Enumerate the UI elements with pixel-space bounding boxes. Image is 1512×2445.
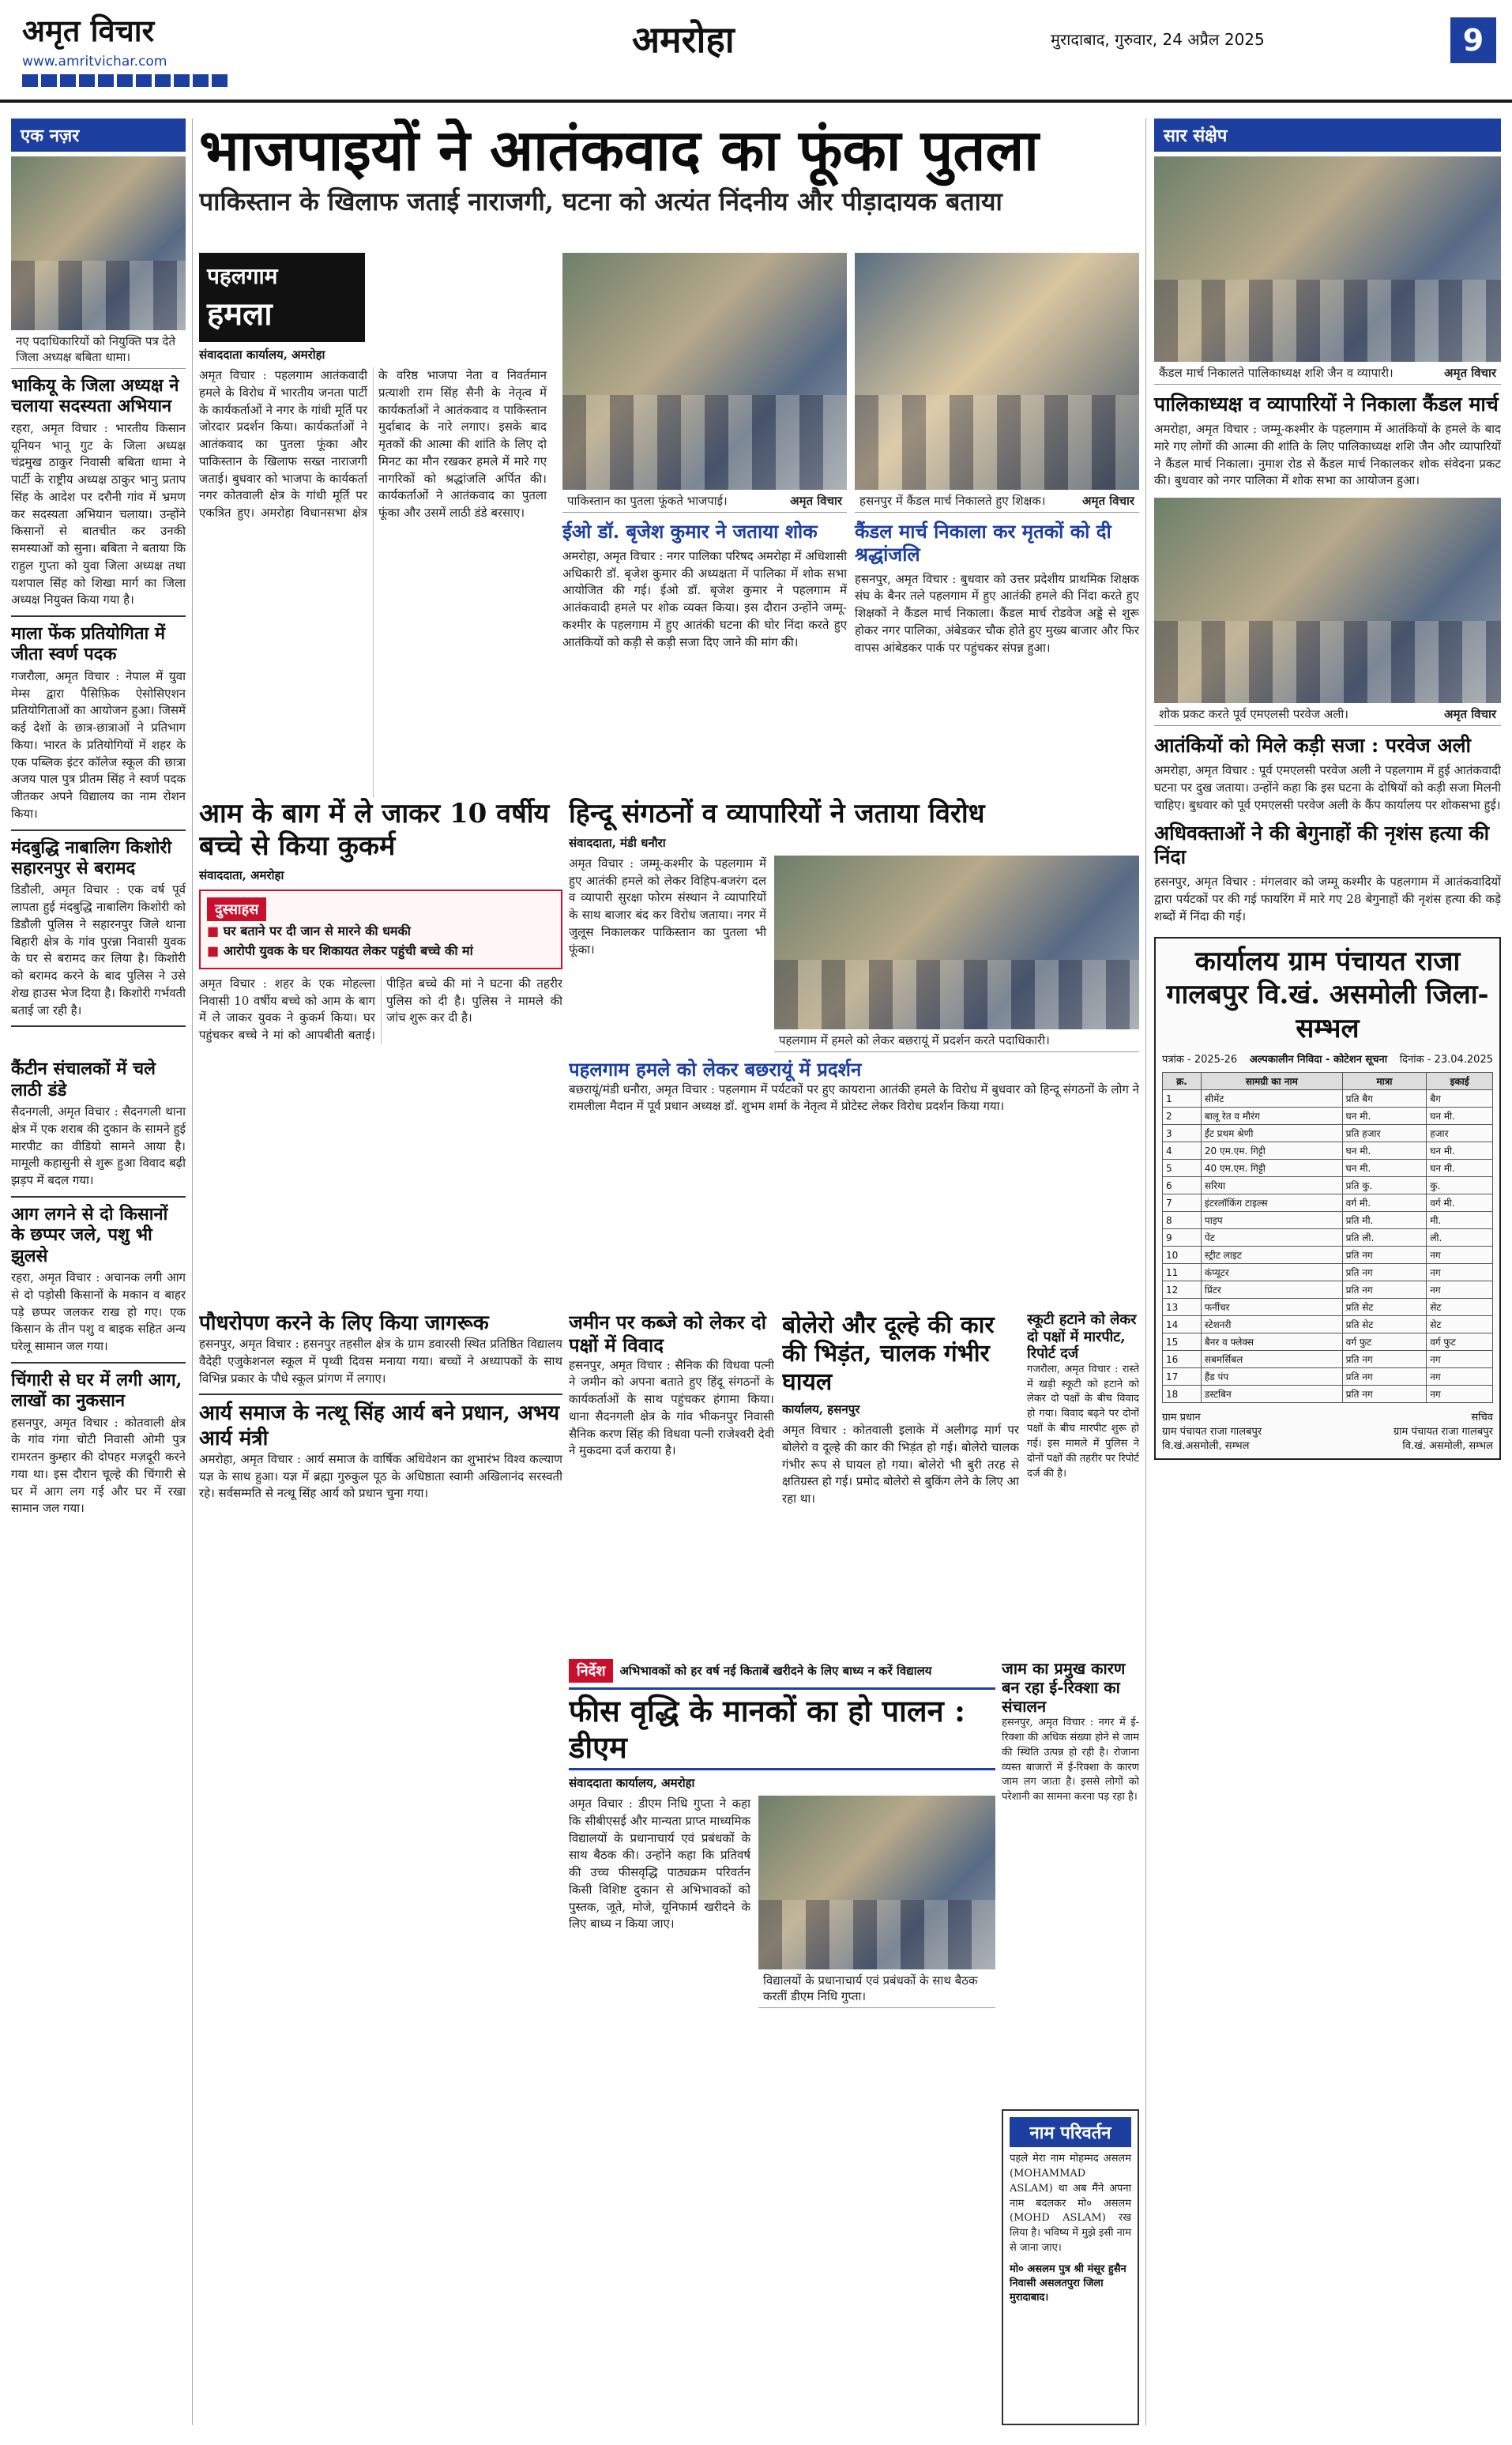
eo-text: अमरोहा, अमृत विचार : नगर पालिका परिषद अमरोहा में अधिशासी अधिकारी डॉ. बृजेश कुमार की अध्यक्षता में पालिका में शोक सभा आयोजित की गई। ईओ डॉ. बृजेश कुमार ने पहलगाम में आतंकवादी हमले पर शोक व्यक्त किया। इस दौरान उन्होंने जम्मू-कश्मीर के पहलगाम में हुए आतंकी घटना की घोर निंदा करते हुए आतंकियों को कड़ी से कड़ी सजा दिए जाने की मांग की। xyxy=(562,548,847,649)
tag-bottom: हमला xyxy=(207,295,273,333)
story-sangathan-head[interactable]: हिन्दू संगठनों व व्यापारियों ने जताया विरोध xyxy=(569,798,985,829)
table-cell: इंटरलॉकिंग टाइल्स xyxy=(1201,1194,1342,1212)
left-story-6-text: हसनपुर, अमृत विचार : कोतवाली क्षेत्र के गांव गंगा चोटी निवासी ओमी पुत्र रामरतन कुम्हार की दोपहर मज़दूरी करने गया था। इस दौरान चूल्हे की चिंगारी से घर में आग लग गई और घर में रखा सामान जल गया। xyxy=(11,1415,186,1516)
brand-strip xyxy=(22,74,228,87)
candle-story xyxy=(855,521,1139,656)
sign-left: ग्राम प्रधान ग्राम पंचायत राजा गालबपुर वि.खं.असमोली, सम्भल xyxy=(1162,1412,1262,1452)
table-cell: कंप्यूटर xyxy=(1201,1264,1342,1281)
table-cell: स्टेशनरी xyxy=(1201,1316,1342,1333)
table-cell: प्रति बैग xyxy=(1342,1090,1427,1108)
table-cell: 18 xyxy=(1163,1386,1202,1403)
table-cell: घन मी. xyxy=(1427,1160,1493,1177)
story-kukarm-points xyxy=(207,921,555,961)
left-story-3-head[interactable]: मंदबुद्धि नाबालिग किशोरी सहारनपुर से बरामद xyxy=(11,837,172,878)
right-column xyxy=(1145,118,1501,2425)
candle-text: हसनपुर, अमृत विचार : बुधवार को उत्तर प्रदेशीय प्राथमिक शिक्षक संघ के बैनर तले पहलगाम में हुए आतंकी हमले की निंदा करते हुए शिक्षकों ने कैंडल मार्च निकाला। कैंडल मार्च रोडवेज अड्डे से शुरू होकर नगर पालिका, अंबेडकर चौक होते हुए मुख्य बाजार और फिर वापस आंबेडकर पार्क पर पहुंचकर संपन्न हुआ। xyxy=(855,571,1139,655)
table-row xyxy=(1163,1125,1493,1142)
table-cell: 17 xyxy=(1163,1368,1202,1386)
right-story-1-head[interactable]: पालिकाध्यक्ष व व्यापारियों ने निकाला कैंडल मार्च xyxy=(1154,393,1499,416)
tender-meta xyxy=(1162,1051,1493,1066)
story-paudharopan-head[interactable]: पौधरोपण करने के लिए किया जागरूक xyxy=(199,1311,489,1335)
table-cell: हैंड पंप xyxy=(1201,1368,1342,1386)
table-row xyxy=(1163,1351,1493,1368)
name-change-text: पहले मेरा नाम मोहम्मद असलम (MOHAMMAD ASLAM) था अब मैंने अपना नाम बदलकर मो० असलम (MOHD ASLAM) रख लिया है। भविष्य में मुझे इसी नाम से जाना जाए। xyxy=(1010,2153,1131,2255)
issue-date: मुरादाबाद, गुरुवार, 24 अप्रैल 2025 xyxy=(1051,30,1265,49)
divider xyxy=(199,1394,562,1395)
story-bachhrayun-text: बछरायूं/मंडी धनौरा, अमृत विचार : पहलगाम में पर्यटकों पर हुए कायराना आतंकी हमले के विरोध में बुधवार को हिन्दू संगठनों के लोग ने रामलीला मैदान में पूर्व प्रधान अध्यक्ष डॉ. शुभम शर्मा के नेतृत्व में प्रोटेस्ट लेकर विरोध प्रदर्शन किया गया। xyxy=(569,1081,1139,1114)
table-cell: प्रति हजार xyxy=(1342,1125,1427,1142)
table-cell: 7 xyxy=(1163,1194,1202,1212)
dm-body-row xyxy=(569,1796,995,2008)
caption-text: पाकिस्तान का पुतला फूंकते भाजपाई। xyxy=(567,494,728,508)
table-cell: वर्ग फुट xyxy=(1342,1333,1427,1351)
story-bachhrayun-head[interactable]: पहलगाम हमले को लेकर बछरायूं में प्रदर्शन xyxy=(569,1057,862,1081)
table-cell: घन मी. xyxy=(1342,1160,1427,1177)
right-photo-1 xyxy=(1154,156,1501,362)
table-cell: प्रति नग xyxy=(1342,1264,1427,1281)
story-kukarm-head[interactable]: आम के बाग में ले जाकर 10 वर्षीय बच्चे से किया कुकर्म xyxy=(199,798,550,862)
divider xyxy=(11,1196,186,1198)
tender-signatures xyxy=(1162,1409,1493,1452)
tender-subtitle: अल्पकालीन निविदा - कोटेशन सूचना xyxy=(1249,1054,1388,1066)
table-row xyxy=(1163,1281,1493,1299)
right-story-2-text: अमरोहा, अमृत विचार : पूर्व एमएलसी परवेज अली ने पहलगाम में हुई आतंकवादी घटना पर दुख जताया। उन्होंने कहा कि इस घटना के दोषियों को कड़ी सजा मिलनी चाहिए। बुधवार को पूर्व एमएलसी परवेज अली के कैंप कार्यालय पर शोकसभा हुई। xyxy=(1154,763,1501,812)
story-aryasamaj-text: अमरोहा, अमृत विचार : आर्य समाज के वार्षिक अधिवेशन का शुभारंभ विश्व कल्याण यज्ञ के साथ हुआ। यज्ञ में ब्रह्मा गुरुकुल पूठ के अधिष्ठाता स्वामी अखिलानंद सरस्वती रहे। सर्वसम्मति से नत्थू सिंह आर्य को प्रधान चुना गया। xyxy=(199,1451,562,1501)
caption-text: विद्यालयों के प्रधानाचार्य एवं प्रबंधकों के साथ बैठक करतीं डीएम निधि गुप्ता। xyxy=(763,1973,978,2004)
tender-table-body xyxy=(1163,1090,1493,1403)
table-row xyxy=(1163,1160,1493,1177)
table-cell: प्रति नग xyxy=(1342,1351,1427,1368)
tender-title: कार्यालय ग्राम पंचायत राजा गालबपुर वि.खं. असमोली जिला-सम्भल xyxy=(1166,945,1489,1044)
story-kukarm-label: दुस्साहस xyxy=(207,897,266,921)
table-cell: नग xyxy=(1427,1264,1493,1281)
lead-photo-2 xyxy=(855,253,1139,490)
table-cell: वर्ग मी. xyxy=(1342,1194,1427,1212)
lead-photo-2-wrap xyxy=(855,253,1139,513)
left-story-6-head[interactable]: चिंगारी से घर में लगी आग, लाखों का नुकसान xyxy=(11,1369,182,1412)
caption-text: कैंडल मार्च निकालते पालिकाध्यक्ष शशि जैन व व्यापारी। xyxy=(1159,366,1394,380)
table-header-cell: इकाई xyxy=(1427,1073,1493,1090)
table-cell: नग xyxy=(1427,1368,1493,1386)
tender-date: दिनांक - 23.04.2025 xyxy=(1399,1054,1493,1066)
story-dm-fees xyxy=(569,1659,995,2425)
lead-text-block xyxy=(199,253,547,798)
table-cell: ईंट प्रथम श्रेणी xyxy=(1201,1125,1342,1142)
table-cell: प्रति नग xyxy=(1342,1281,1427,1299)
table-cell: घन मी. xyxy=(1427,1108,1493,1125)
table-row xyxy=(1163,1316,1493,1333)
sign-right: सचिव ग्राम पंचायत राजा गालबपुर वि.खं. असमोली, सम्भल xyxy=(1393,1412,1493,1452)
table-cell: 2 xyxy=(1163,1108,1202,1125)
lead-body: अमृत विचार : पहलगाम आतंकवादी हमले के विरोध में भारतीय जनता पार्टी के कार्यकर्ताओं ने नगर के गांधी मूर्ति पर जोरदार प्रदर्शन किया। कार्यकर्ताओं ने आतंकवाद का पुतला फूंका और पाकिस्तान के खिलाफ सख्त नाराजगी जताई। बुधवार को भाजपा के कार्यकर्ता नगर कोतवाली क्षेत्र के गांधी मूर्ति पर एकत्रित हुए। अमरोहा विधानसभा क्षेत्र के वरिष्ठ भाजपा नेता व निवर्तमान प्रत्याशी राम सिंह सैनी के नेतृत्व में कार्यकर्ताओं ने आतंकवाद व पाकिस्तान मुर्दाबाद के नारे लगाए। इसके बाद मृतकों की आत्मा की शांति के लिए दो मिनट का मौन रखकर हमले में मारे गए नागरिकों को श्रद्धांजलि अर्पित की। कार्यकर्ताओं ने आतंकवाद का पुतला फूंका और उसमें लाठी डंडे बरसाए। xyxy=(199,368,547,520)
table-cell: 11 xyxy=(1163,1264,1202,1281)
lead-headline[interactable]: भाजपाइयों ने आतंकवाद का फूंका पुतला xyxy=(199,118,1039,183)
tender-table-header xyxy=(1163,1073,1493,1090)
mid-left-stack xyxy=(199,1311,562,2425)
left-story-2-head[interactable]: माला फेंक प्रतियोगिता में जीता स्वर्ण पदक xyxy=(11,623,165,665)
story-jameen-head[interactable]: जमीन पर कब्जे को लेकर दो पक्षों में विवाद xyxy=(569,1311,766,1356)
table-cell: प्रति नग xyxy=(1342,1247,1427,1264)
left-story-5-head[interactable]: आग लगने से दो किसानों के छप्पर जले, पशु भी झुलसे xyxy=(11,1203,168,1266)
candle-headline[interactable]: कैंडल मार्च निकाला कर मृतकों को दी श्रद्धांजलि xyxy=(855,520,1111,566)
story-kukarm xyxy=(199,798,562,1303)
dm-kicker: अभिभावकों को हर वर्ष नई किताबें खरीदने के लिए बाध्य न करें विद्यालय xyxy=(619,1664,932,1678)
story-bolero-text: अमृत विचार : कोतवाली इलाके में अलीगढ़ मार्ग पर बोलेरो व दूल्हे की कार की भिड़ंत हो गई। बोलेरो चालक गंभीर रूप से घायल हो गया। बोलेरो भी बुरी तरह से क्षतिग्रस्त हो गई। प्रमोद बोलेरो से बुकिंग लेने के लिए आ रहा था। xyxy=(782,1423,1019,1506)
caption-text: नए पदाधिकारियों को नियुक्ति पत्र देते जिला अध्यक्ष बबिता धामा। xyxy=(16,334,176,364)
table-cell: पेंट xyxy=(1201,1229,1342,1247)
sangathan-row xyxy=(569,856,1139,1052)
table-cell: नग xyxy=(1427,1247,1493,1264)
story-scooty-head[interactable]: स्कूटी हटाने को लेकर दो पक्षों में मारपीट, रिपोर्ट दर्ज xyxy=(1027,1311,1137,1363)
left-story-2-text: गजरौला, अमृत विचार : नेपाल में युवा मेम्स द्वारा पैसिफ़िक ऐसोसिएशन प्रतियोगिताओं का आयोजन हुआ। जिसमें कई देशों के छात्र-छात्राओं ने प्रतिभाग किया। भारत के प्रतियोगियों में शहर के एक पब्लिक इंटर कॉलेज स्कूल की छात्रा अजय पाल पुत्र प्रीतम सिंह ने स्वर्ण पदक जीतकर अपने विद्यालय का नाम रोशन किया। xyxy=(11,668,186,821)
left-story-1-text: रहरा, अमृत विचार : भारतीय किसान यूनियन भानू गुट के जिला अध्यक्ष चंद्रमुख ठाकुर निवासी बबिता धामा ने पार्टी के राष्ट्रीय अध्यक्ष ठाकुर भानु प्रताप सिंह के आदेश पर दरौनी गांव में भ्रमण कर सदस्यता अभियान चलाया। उन्होंने किसानों से बातचीत कर उनकी समस्याओं को सुना। बबिता ने बताया कि राहुल गुप्ता को युवा जिला अध्यक्ष तथा यशपाल सिंह को शिखा मार्ग का जिला अध्यक्ष नियुक्त किया गया है। xyxy=(11,420,186,607)
table-header-cell: सामग्री का नाम xyxy=(1201,1073,1342,1090)
table-cell: 15 xyxy=(1163,1333,1202,1351)
story-bolero xyxy=(782,1311,1019,1651)
divider xyxy=(11,1362,186,1364)
table-row xyxy=(1163,1108,1493,1125)
photo-credit: अमृत विचार xyxy=(1444,366,1496,380)
table-cell: स्ट्रीट लाइट xyxy=(1201,1247,1342,1264)
table-cell: वर्ग मी. xyxy=(1427,1194,1493,1212)
table-cell: सेट xyxy=(1427,1299,1493,1316)
table-row xyxy=(1163,1299,1493,1316)
table-cell: प्रति कु. xyxy=(1342,1177,1427,1194)
table-cell: प्रति नग xyxy=(1342,1368,1427,1386)
table-cell: नग xyxy=(1427,1386,1493,1403)
right-story-2-head[interactable]: आतंकियों को मिले कड़ी सजा : परवेज अली xyxy=(1154,734,1472,757)
table-cell: 12 xyxy=(1163,1281,1202,1299)
story-jameen-text: हसनपुर, अमृत विचार : सैनिक की विधवा पत्नी ने जमीन को अपना बताते हुए हिंदू संगठनों के कार्यकर्ताओं के साथ पहुंचकर हंगामा किया। थाना सैदनगली क्षेत्र के गांव भीकनपुर निवासी सैनिक करण सिंह की विधवा पत्नी राजेश्वरी देवी ने मुकदमा दर्ज कराया है। xyxy=(569,1357,774,1458)
table-row xyxy=(1163,1177,1493,1194)
right-section-label: सार संक्षेप xyxy=(1154,118,1501,152)
left-story-4-text: सैदनगली, अमृत विचार : सैदनगली थाना क्षेत्र में एक शराब की दुकान के सामने हुई मारपीट का वीडियो सामने आया है। मामूली कहासुनी से शुरू हुआ विवाद बढ़ी झड़प में बदल गया। xyxy=(11,1104,186,1188)
table-cell: 40 एम.एम. गिट्टी xyxy=(1201,1160,1342,1177)
lead-photo-1-caption xyxy=(562,490,847,513)
table-cell: घन मी. xyxy=(1427,1142,1493,1160)
table-cell: सेट xyxy=(1427,1316,1493,1333)
table-cell: कु. xyxy=(1427,1177,1493,1194)
brand-block xyxy=(22,9,259,87)
tender-table xyxy=(1162,1072,1493,1403)
photo-credit: अमृत विचार xyxy=(1082,494,1134,508)
table-cell: 5 xyxy=(1163,1160,1202,1177)
table-cell: पाइप xyxy=(1201,1212,1342,1229)
table-row xyxy=(1163,1264,1493,1281)
point-2: ■ आरोपी युवक के घर शिकायत लेकर पहुंची बच्चे की मां xyxy=(207,941,555,961)
table-cell: सबमर्सिबल xyxy=(1201,1351,1342,1368)
table-cell: प्रति मी. xyxy=(1342,1212,1427,1229)
table-cell: 3 xyxy=(1163,1125,1202,1142)
left-story-1-head[interactable]: भाकियू के जिला अध्यक्ष ने चलाया सदस्यता अभियान xyxy=(11,375,179,417)
divider xyxy=(11,829,186,831)
masthead xyxy=(0,0,1512,103)
table-row xyxy=(1163,1090,1493,1108)
right-photo-1-caption xyxy=(1154,362,1501,385)
table-cell: 13 xyxy=(1163,1299,1202,1316)
photo-credit: अमृत विचार xyxy=(790,494,842,508)
dm-headline[interactable]: फीस वृद्धि के मानकों का हो पालन : डीएम xyxy=(569,1687,995,1770)
story-kukarm-box xyxy=(199,890,562,969)
right-photo-2-caption xyxy=(1154,703,1501,726)
table-cell: प्रिंटर xyxy=(1201,1281,1342,1299)
right-story-3-head[interactable]: अधिवक्ताओं ने की बेगुनाहों की नृशंस हत्या की निंदा xyxy=(1154,822,1490,869)
story-paudharopan-text: हसनपुर, अमृत विचार : हसनपुर तहसील क्षेत्र के ग्राम डवारसी स्थित प्रतिष्ठित विद्यालय वैदेही एजुकेशनल स्कूल में पृथ्वी दिवस मनाया गया। बच्चों ने अध्यापकों के साथ विभिन्न प्रकार के पौधे स्कूल प्रांगण में लगाए। xyxy=(199,1337,562,1386)
page-number: 9 xyxy=(1450,17,1496,63)
table-row xyxy=(1163,1194,1493,1212)
story-bolero-desk: कार्यालय, हसनपुर xyxy=(782,1402,860,1416)
sangathan-photo-wrap xyxy=(774,856,1139,1052)
table-cell: डस्टबिन xyxy=(1201,1386,1342,1403)
right-story-1-text: अमरोहा, अमृत विचार : जम्मू-कश्मीर के पहलगाम में आतंकियों के हमले के बाद मारे गए लोगों की आत्मा की शांति के लिए पालिकाध्यक्ष शशि जैन और व्यापारियों ने कैंडल मार्च निकाला। नुमाश रोड से कैंडल मार्च निकालकर शोक संवेदना प्रकट की। बुधवार को नगर पालिका में शोक सभा का आयोजन हुआ। xyxy=(1154,422,1501,488)
dm-text: अमृत विचार : डीएम निधि गुप्ता ने कहा कि सीबीएसई और मान्यता प्राप्त माध्यमिक विद्यालयों के प्रधानाचार्य एवं प्रबंधकों के साथ बैठक की। उन्होंने कहा कि प्रतिवर्ष की उच्च फीसवृद्धि पाठ्यक्रम परिवर्तन किसी विशिष्ट दुकान से अभिभावकों को पुस्तक, जूते, मोजे, यूनिफार्म खरीदने के लिए बाध्य न किया जाए। xyxy=(569,1796,750,1932)
table-cell: 1 xyxy=(1163,1090,1202,1108)
story-sangathan-desk: संवाददाता, मंडी धनौरा xyxy=(569,835,666,850)
divider xyxy=(11,1025,186,1027)
table-cell: मी. xyxy=(1427,1212,1493,1229)
table-cell: ली. xyxy=(1427,1229,1493,1247)
table-cell: प्रति सेट xyxy=(1342,1299,1427,1316)
table-cell: 14 xyxy=(1163,1316,1202,1333)
lead-story xyxy=(199,118,1139,798)
story-erickshaw xyxy=(1002,1659,1139,2101)
pahalgam-tag xyxy=(199,253,365,342)
story-bolero-head[interactable]: बोलेरो और दूल्हे की कार की भिड़ंत, चालक गंभीर घायल xyxy=(782,1311,995,1396)
lead-photo-1 xyxy=(562,253,847,490)
table-cell: 4 xyxy=(1163,1142,1202,1160)
table-cell: प्रति नग xyxy=(1342,1386,1427,1403)
left-photo xyxy=(11,156,186,330)
table-cell: घन मी. xyxy=(1342,1142,1427,1160)
left-story-3-text: डिडौली, अमृत विचार : एक वर्ष पूर्व लापता हुई मंदबुद्धि नाबालिग किशोरी को डिडौली पुलिस ने सहारनपुर जिले थाना बिहारी क्षेत्र के गांव पुरन्ना निवासी युवक के घर से बरामद कर लिया है। किशोरी को बरामद करने के बाद पुलिस ने उसे शेख हाउस भेज दिया है। किशोरी गर्भवती बताई जा रही है। xyxy=(11,882,186,1017)
table-cell: घन मी. xyxy=(1342,1108,1427,1125)
lead-desk: संवाददाता कार्यालय, अमरोहा xyxy=(199,348,325,362)
table-cell: वर्ग फुट xyxy=(1427,1333,1493,1351)
sangathan-photo xyxy=(774,856,1139,1029)
erickshaw-text: हसनपुर, अमृत विचार : नगर में ई-रिक्शा की अधिक संख्या होने से जाम की स्थिति उत्पन्न हो रही है। रोजाना व्यस्त बाजारों में ई-रिक्शा के कारण जाम लग जाता है। इससे लोगों को परेशानी का सामना करना पड़ रहा है। xyxy=(1002,1717,1139,1804)
dm-kicker-row xyxy=(569,1659,995,1683)
story-aryasamaj-head[interactable]: आर्य समाज के नत्थू सिंह आर्य बने प्रधान, अभय आर्य मंत्री xyxy=(199,1401,560,1450)
table-row xyxy=(1163,1212,1493,1229)
brand-url[interactable]: www.amritvichar.com xyxy=(22,54,167,70)
table-cell: बैनर व फ्लेक्स xyxy=(1201,1333,1342,1351)
table-header-cell: क्र. xyxy=(1163,1073,1202,1090)
table-cell: 16 xyxy=(1163,1351,1202,1368)
dm-caption xyxy=(758,1969,995,2008)
table-cell: हजार xyxy=(1427,1125,1493,1142)
name-change-title: नाम परिवर्तन xyxy=(1010,2117,1131,2147)
table-row xyxy=(1163,1368,1493,1386)
story-scooty-text: गजरौला, अमृत विचार : रास्ते में खड़ी स्कूटी को हटाने को लेकर दो पक्षों के बीच विवाद हो गया। विवाद बढ़ने पर दोनों पक्षों के बीच मारपीट शुरू हो गई। इस मामले में पुलिस ने दोनों पक्षों की तहरीर पर रिपोर्ट दर्ज की है। xyxy=(1027,1363,1139,1480)
table-cell: 20 एम.एम. गिट्टी xyxy=(1201,1142,1342,1160)
dm-photo xyxy=(758,1796,995,1969)
caption-text: पहलगाम में हमले को लेकर बछरायूं में प्रदर्शन करते पदाधिकारी। xyxy=(779,1033,1050,1048)
table-cell: बैग xyxy=(1427,1090,1493,1108)
dm-desk: संवाददाता कार्यालय, अमरोहा xyxy=(569,1776,695,1791)
table-cell: नग xyxy=(1427,1281,1493,1299)
left-story-5-text: रहरा, अमृत विचार : अचानक लगी आग से दो पड़ोसी किसानों के मकान व बाहर पड़े छप्पर जलकर राख हो गए। एक किसान के तीन पशु व बाइक सहित अन्य घरेलू सामान जल गया। xyxy=(11,1270,186,1354)
left-story-4-head[interactable]: कैंटीन संचालकों में चले लाठी डंडे xyxy=(11,1059,156,1100)
eo-story xyxy=(562,521,847,656)
table-cell: 9 xyxy=(1163,1229,1202,1247)
name-change-sign: मो० असलम पुत्र श्री मंसूर हुसैन निवासी असलतपुरा जिला मुरादाबाद। xyxy=(1010,2263,1126,2304)
story-kukarm-text: अमृत विचार : शहर के एक मोहल्ला निवासी 10 वर्षीय बच्चे को आम के बाग में ले जाकर युवक ने कुकर्म किया। घर पहुंचकर बच्चे ने मां को आपबीती बताई। पीड़ित बच्चे की मां ने घटना की तहरीर पुलिस को दी है। पुलिस ने मामले की जांच शुरू कर दी है। xyxy=(199,976,562,1043)
lead-photo-2-caption xyxy=(855,490,1139,513)
table-cell: 6 xyxy=(1163,1177,1202,1194)
right-story-3-text: हसनपुर, अमृत विचार : मंगलवार को जम्मू कश्मीर के पहलगाम में आतंकवादियों द्वारा पर्यटकों पर की गई फायरिंग में मारे गए 28 बेगुनाहों की नृशंस हत्या की कड़े शब्दों में निंदा की गई। xyxy=(1154,875,1501,923)
story-kukarm-desk: संवाददाता, अमरोहा xyxy=(199,867,284,882)
table-cell: 8 xyxy=(1163,1212,1202,1229)
point-1: ■ घर बताने पर दी जान से मारने की धमकी xyxy=(207,921,555,942)
divider xyxy=(11,615,186,617)
table-cell: नग xyxy=(1427,1351,1493,1368)
table-row xyxy=(1163,1142,1493,1160)
lead-photo-1-wrap xyxy=(562,253,847,513)
table-cell: प्रति ली. xyxy=(1342,1229,1427,1247)
dm-label: निर्देश xyxy=(569,1659,613,1683)
table-row xyxy=(1163,1386,1493,1403)
section-title: अमरोहा xyxy=(632,18,735,61)
brand-logo[interactable]: अमृत विचार xyxy=(22,13,155,48)
erickshaw-head[interactable]: जाम का प्रमुख कारण बन रहा ई-रिक्शा का संचालन xyxy=(1002,1659,1126,1716)
tender-notice xyxy=(1154,937,1501,1461)
table-row xyxy=(1163,1247,1493,1264)
story-scooty xyxy=(1027,1311,1139,1651)
eo-headline[interactable]: ईओ डॉ. बृजेश कुमार ने जताया शोक xyxy=(562,520,818,543)
left-section-label: एक नज़र xyxy=(11,118,186,152)
story-sangathan-text: अमृत विचार : जम्मू-कश्मीर के पहलगाम में हुए आतंकी हमले को लेकर विहिप-बजरंग दल व व्यापारी सुरक्षा फोरम संस्थान ने व्यापारियों के साथ बाजार बंद कर विरोध जताया। नगर में जुलूस निकालकर पाकिस्तान का पुतला भी फूंका। xyxy=(569,856,766,957)
table-row xyxy=(1163,1229,1493,1247)
table-cell: फर्नीचर xyxy=(1201,1299,1342,1316)
table-cell: सीमेंट xyxy=(1201,1090,1342,1108)
right-photo-2 xyxy=(1154,498,1501,703)
caption-text: शोक प्रकट करते पूर्व एमएलसी परवेज अली। xyxy=(1159,707,1348,721)
table-cell: सरिया xyxy=(1201,1177,1342,1194)
table-cell: प्रति सेट xyxy=(1342,1316,1427,1333)
table-header-cell: मात्रा xyxy=(1342,1073,1427,1090)
story-jameen xyxy=(569,1311,774,1651)
table-cell: 10 xyxy=(1163,1247,1202,1264)
table-row xyxy=(1163,1333,1493,1351)
caption-text: हसनपुर में कैंडल मार्च निकालते हुए शिक्षक। xyxy=(859,494,1046,508)
tender-ref: पत्रांक - 2025-26 xyxy=(1162,1054,1238,1066)
photo-credit: अमृत विचार xyxy=(1444,707,1496,721)
lead-subhead: पाकिस्तान के खिलाफ जताई नाराजगी, घटना को अत्यंत निंदनीय और पीड़ादायक बताया xyxy=(199,186,1002,217)
name-change-notice xyxy=(1002,2109,1139,2425)
lead-photos xyxy=(562,253,1139,656)
tag-top: पहलगाम xyxy=(207,263,278,289)
left-photo-caption xyxy=(11,330,186,369)
table-cell: बालू रेत व मौरंग xyxy=(1201,1108,1342,1125)
left-column xyxy=(11,118,193,2425)
dm-photo-wrap xyxy=(758,1796,995,2008)
story-hindu-sangathan xyxy=(569,798,1139,1303)
sangathan-caption xyxy=(774,1029,1139,1052)
